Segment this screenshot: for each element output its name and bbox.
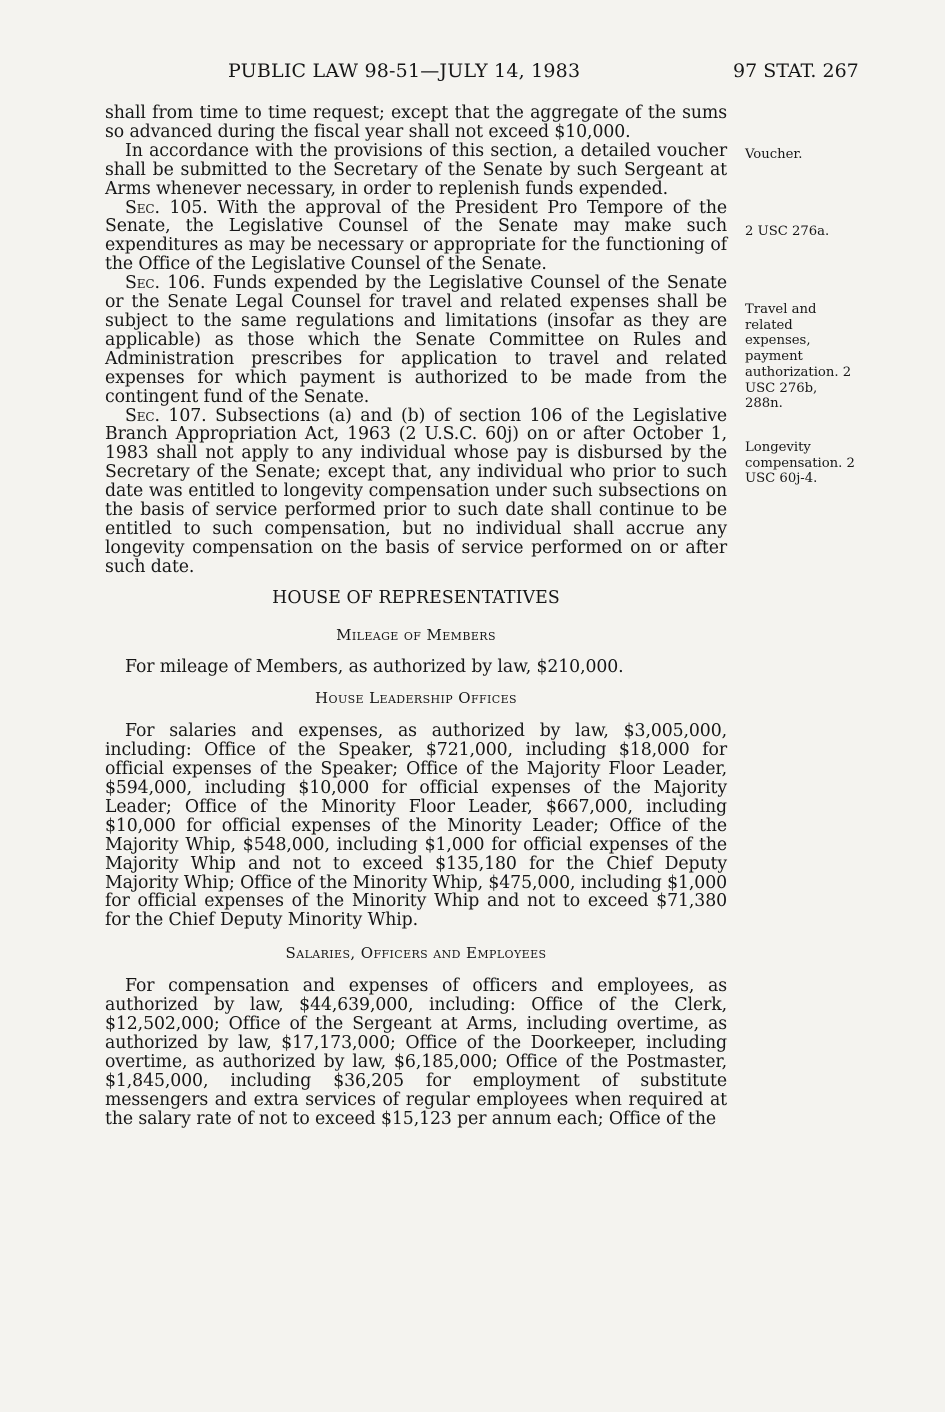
section-text: Funds expended by the Legislative Counsel of the Senate or the Senate Legal Counsel for travel and related expenses shall be subject to the same regulations and limitations (insofar as they are applicable) as those which the Senate Committee on Rules and Administration prescribes for application to travel and related expenses for which payment is authorized to be made from the contingent fund of the Senate. <box>105 273 727 407</box>
paragraph: shall from time to time request; except that the aggregate of the sums so advanced during the fiscal year shall not exceed $10,000. <box>105 103 727 142</box>
margin-note-longevity: Longevity compensation. 2 USC 60j-4. <box>745 440 855 487</box>
paragraph <box>105 274 727 406</box>
margin-note-usc-276a: 2 USC 276a. <box>745 224 830 239</box>
margin-note-travel: Travel and related expenses, payment authorization. 2 USC 276b, 288n. <box>745 302 852 412</box>
leadership-paragraph: For salaries and expenses, as authorized by law, $3,005,000, including: Office of the Speaker, $721,000, including $18,000 for official expenses of the Speaker; Office of the Majority Floor Leader, $594,000, including $10,000 for official expenses of the Majority Leader; Office of the Minority Floor Leader, $667,000, including $10,000 for official expenses of the Minority Leader; Office of the Majority Whip, $548,000, including $1,000 for official expenses of the Majority Whip and not to exceed $135,180 for the Chief Deputy Majority Whip; Office of the Minority Whip, $475,000, including $1,000 for official expenses of the Minority Whip and not to exceed $71,380 for the Chief Deputy Minority Whip. <box>105 721 727 931</box>
paragraph <box>105 199 727 275</box>
paragraph: In accordance with the provisions of this section, a detailed voucher shall be submitted to the Secretary of the Senate by such Sergeant at Arms whenever necessary, in order to replenish funds expended. <box>105 140 727 199</box>
page-header-stat: 97 STAT. 267 <box>733 60 859 82</box>
section-label: Sec. 105. <box>125 197 208 218</box>
salaries-heading: Salaries, Officers and Employees <box>285 944 547 963</box>
margin-note-voucher: Voucher. <box>745 147 803 162</box>
section-label: Sec. 107. <box>125 405 207 426</box>
salaries-paragraph: For compensation and expenses of officers and employees, as authorized by law, $44,639,000, including: Office of the Clerk, $12,502,000; Office of the Sergeant at Arms, including overtime, as authorized by law, $17,173,000; Office of the Doorkeeper, including overtime, as authorized by law, $6,185,000; Office of the Postmaster, $1,845,000, including $36,205 for employment of substitute messengers and extra services of regular employees when required at the salary rate of not to exceed $15,123 per annum each; Office of the <box>105 976 727 1129</box>
body-text <box>105 104 727 1128</box>
section-label: Sec. 106. <box>125 273 206 294</box>
page-header-title: PUBLIC LAW 98-51—JULY 14, 1983 <box>228 60 581 82</box>
house-heading: HOUSE OF REPRESENTATIVES <box>272 587 560 608</box>
paragraph <box>105 407 727 577</box>
section-text: With the approval of the President Pro Tempore of the Senate, the Legislative Counsel of the Senate may make such expenditures as may be necessary or appropriate for the functioning of the Office of the Legislative Counsel of the Senate. <box>105 197 727 275</box>
mileage-heading: Mileage of Members <box>336 625 496 644</box>
leadership-heading: House Leadership Offices <box>315 689 517 708</box>
section-text: Subsections (a) and (b) of section 106 of the Legislative Branch Appropriation Act, 1963 (2 U.S.C. 60j) on or after October 1, 1983 shall not apply to any individual whose pay is disbursed by the Secretary of the Senate; except that, any individual who prior to such date was entitled to longevity compensation under such subsections on the basis of service performed prior to such date shall continue to be entitled to such compensation, but no individual shall accrue any longevity compensation on the basis of service performed on or after such date. <box>105 405 727 577</box>
mileage-paragraph: For mileage of Members, as authorized by law, $210,000. <box>125 657 624 678</box>
